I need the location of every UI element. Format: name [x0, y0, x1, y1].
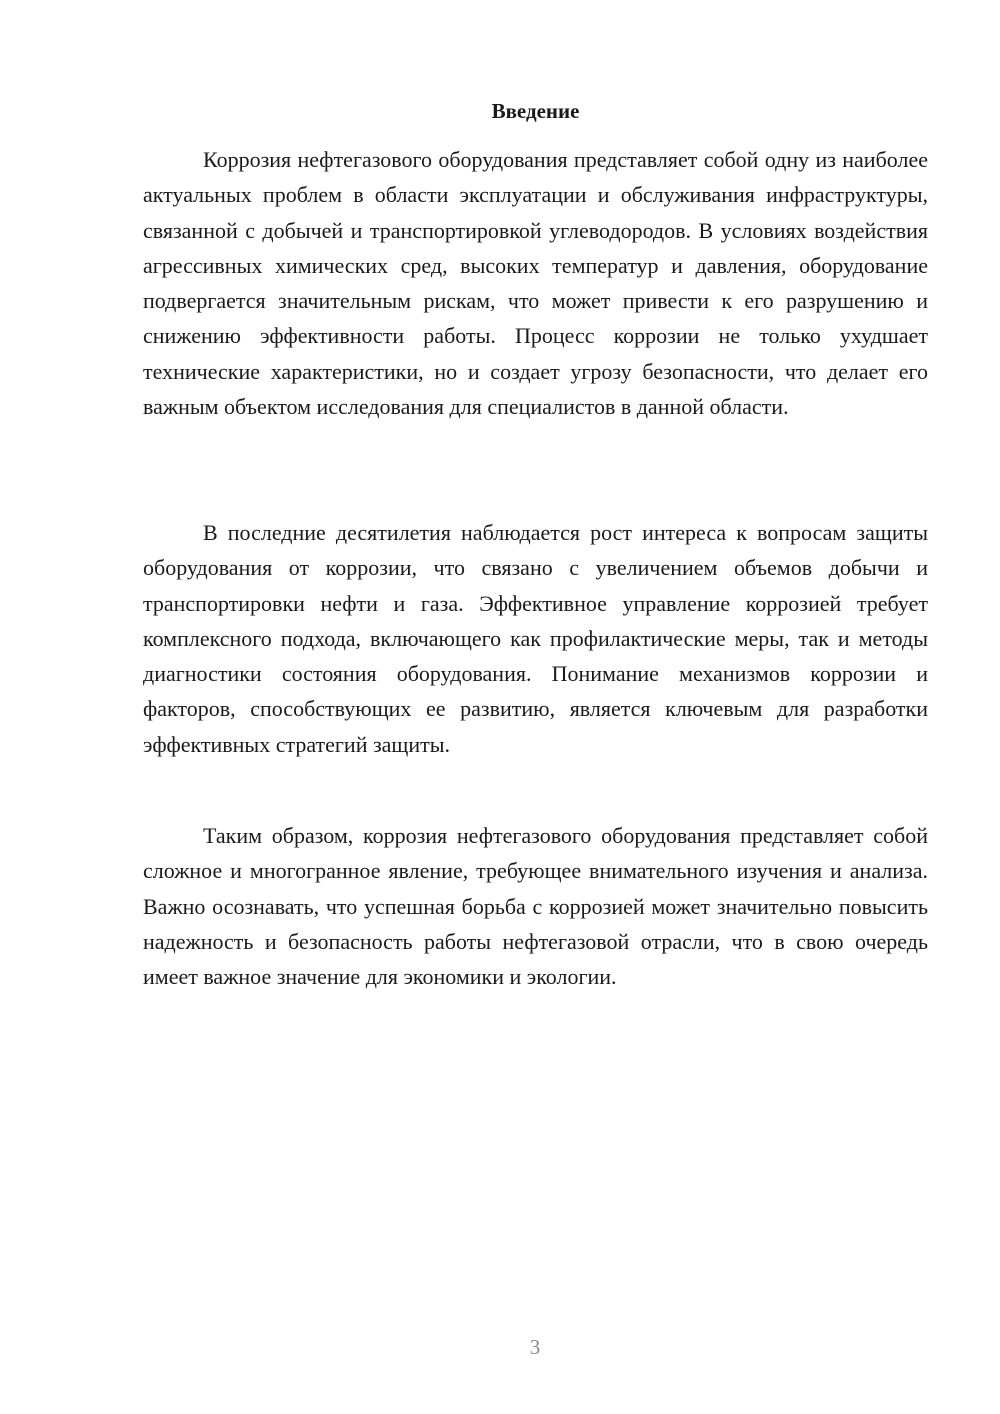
page-number: 3 [529, 1335, 541, 1359]
section-title: Введение [491, 99, 580, 123]
paragraph-3: Таким образом, коррозия нефтегазового оборудования представляет собой сложное и многогранное явление, требующее внимательного изучения и анализа. Важно осознавать, что успешная борьба с коррозией может значительно повысить надежность и безопасность работы нефтегазовой отрасли, что в свою очередь имеет важное значение для экономики и экологии. [143, 823, 928, 990]
paragraph-2: В последние десятилетия наблюдается рост интереса к вопросам защиты оборудования от коррозии, что связано с увеличением объемов добычи и транспортировки нефти и газа. Эффективное управление коррозией требует комплексного подхода, включающего как профилактические меры, так и методы диагностики состояния оборудования. Понимание механизмов коррозии и факторов, способствующих ее развитию, является ключевым для разработки эффективных стратегий защиты. [143, 520, 928, 757]
paragraph-1: Коррозия нефтегазового оборудования представляет собой одну из наиболее актуальных проблем в области эксплуатации и обслуживания инфраструктуры, связанной с добычей и транспортировкой углеводородов. В условиях воздействия агрессивных химических сред, высоких температур и давления, оборудование подвергается значительным рискам, что может привести к его разрушению и снижению эффективности работы. Процесс коррозии не только ухудшает технические характеристики, но и создает угрозу безопасности, что делает его важным объектом исследования для специалистов в данной области. [143, 147, 928, 420]
